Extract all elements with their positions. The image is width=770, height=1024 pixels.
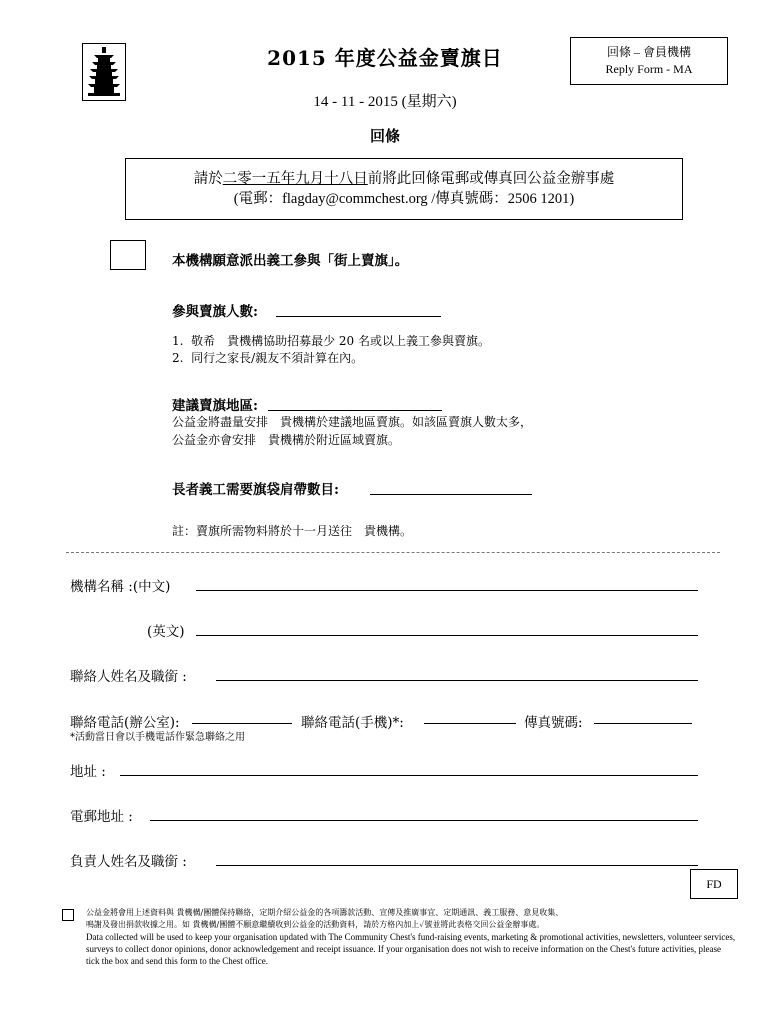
contact-info-line: (電郵：flagday@commchest.org /傳真號碼：2506 1201) [233, 191, 575, 207]
elderly-bags-label: 長者義工需要旗袋肩帶數目: [172, 482, 339, 498]
reply-form-type: 回條 – 會員機構 [606, 45, 691, 59]
event-date: 14 - 11 - 2015 (星期六) [313, 94, 457, 110]
privacy-english: Data collected will be used to keep your organisation updated with The Community Chest's fund-raising events, marketing & promotional activities, newsletters, volunteer services, surveys to collect donor opinions, donor acknowledgement and receipt issuance. If your organisation does not wish to receive information on the Chest's future activities, please tick the box and send this form to the Chest office. [86, 932, 736, 966]
cut-line-divider [66, 552, 720, 553]
fax-field[interactable] [594, 709, 692, 724]
deadline-notice [125, 158, 683, 220]
page-title: 2015 年度公益金賣旗日 [267, 46, 503, 70]
org-name-chinese-field[interactable] [196, 574, 698, 591]
reply-form-code: Reply Form - MA [605, 62, 693, 76]
fax-label: 傳真號碼: [524, 715, 583, 731]
deadline-line: 請於二零一五年九月十八日前將此回條電郵或傳真回公益金辦事處 [193, 171, 615, 187]
org-name-chinese-label: 機構名稱 :(中文) [70, 579, 171, 595]
form-code-box: FD [690, 869, 738, 899]
volunteers-count-label: 參與賣旗人數: [172, 304, 258, 320]
reply-form-box [570, 37, 728, 85]
deadline-date: 二零一五年九月十八日 [222, 171, 368, 187]
contact-person-field[interactable] [216, 664, 698, 681]
district-note-1: 公益金將盡量安排 貴機構於建議地區賣旗。如該區賣旗人數太多， [172, 415, 533, 429]
privacy-statement [86, 907, 736, 967]
participation-statement: 本機構願意派出義工參與「街上賣旗」。 [172, 253, 409, 269]
person-in-charge-label: 負責人姓名及職銜 : [70, 854, 187, 870]
volunteer-note-2: 2. 同行之家長/親友不須計算在內。 [172, 351, 364, 365]
mobile-emergency-note: *活動當日會以手機電話作緊急聯絡之用 [70, 732, 245, 743]
mobile-phone-label: 聯絡電話(手機)*: [301, 715, 404, 731]
privacy-chinese-line-2: 鳴謝及發出捐款收據之用。如 貴機構/團體不願意繼續收到公益金的活動資料，請於方格內加上✓號並將此表格交回公益金辦事處。 [86, 920, 545, 929]
volunteer-note-1: 1. 敬希 貴機構協助招募最少 20 名或以上義工參與賣旗。 [172, 334, 490, 348]
district-label: 建議賣旗地區: [172, 398, 258, 414]
contact-person-label: 聯絡人姓名及職銜 : [70, 669, 187, 685]
office-phone-label: 聯絡電話(辦公室): [70, 715, 180, 731]
opt-out-checkbox[interactable] [62, 909, 74, 921]
volunteers-count-field[interactable] [276, 300, 441, 317]
address-field[interactable] [120, 759, 698, 776]
district-note-2: 公益金亦會安排 貴機構於附近區域賣旗。 [172, 433, 401, 447]
email-field[interactable] [150, 804, 698, 821]
person-in-charge-field[interactable] [216, 849, 698, 866]
materials-remark: 註：賣旗所需物料將於十一月送往 貴機構。 [172, 524, 413, 538]
participation-checkbox[interactable] [110, 240, 146, 270]
address-label: 地址 : [70, 764, 106, 780]
district-field[interactable] [268, 394, 442, 411]
email-label: 電郵地址 : [70, 809, 133, 825]
office-phone-field[interactable] [192, 709, 292, 724]
elderly-bags-field[interactable] [370, 478, 532, 495]
org-name-english-field[interactable] [196, 619, 698, 636]
org-name-english-label: (英文) [147, 624, 185, 640]
mobile-phone-field[interactable] [424, 709, 516, 724]
reply-heading: 回條 [369, 127, 400, 145]
privacy-chinese-line-1: 公益金將會用上述資料與 貴機構/團體保持聯絡，定期介紹公益金的各項籌款活動、宣傳及推廣事宜、定期通訊、義工服務、意見收集、 [86, 908, 564, 917]
